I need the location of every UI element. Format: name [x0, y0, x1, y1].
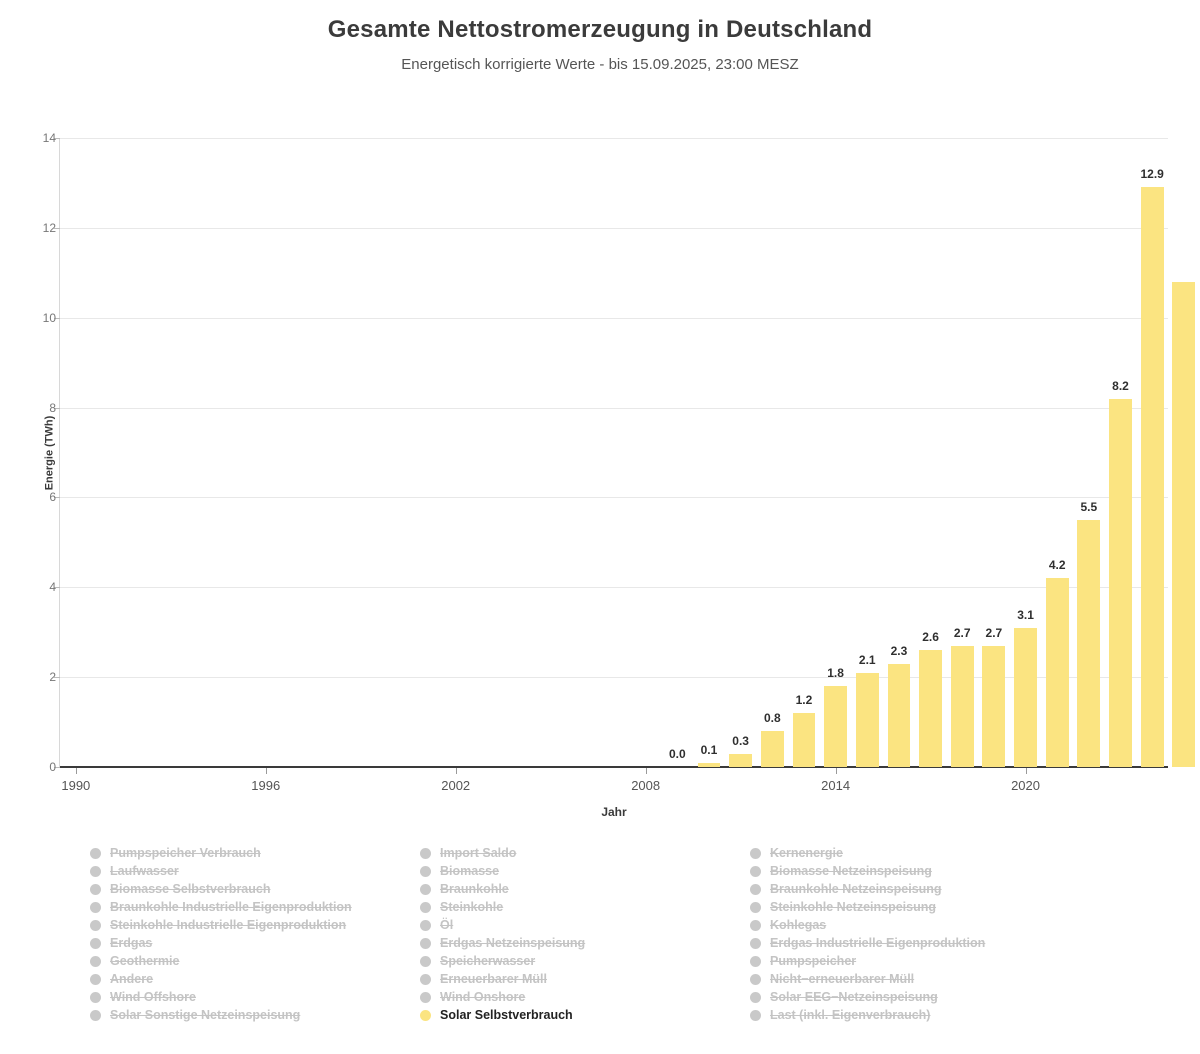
bar[interactable] [951, 646, 974, 767]
legend-marker-icon [750, 848, 761, 859]
legend-item-label: Import Saldo [440, 846, 517, 860]
gridline [60, 587, 1168, 588]
legend-item[interactable] [90, 952, 420, 970]
legend-item-label: Biomasse [440, 864, 500, 878]
legend-item-label: Biomasse Netzeinspeisung [770, 864, 932, 878]
plot-area [42, 131, 1168, 819]
legend-item-label: Pumpspeicher Verbrauch [110, 846, 261, 860]
legend-marker-icon [750, 974, 761, 985]
legend-marker-icon [90, 992, 101, 1003]
legend-marker-icon [90, 848, 101, 859]
gridline [60, 318, 1168, 319]
bar-value-label: 4.2 [1048, 558, 1066, 573]
legend-marker-icon [420, 1010, 431, 1021]
legend-marker-icon [420, 884, 431, 895]
bar-value-label: 2.7 [953, 625, 971, 640]
legend-item-label: Wind Onshore [440, 990, 526, 1004]
y-tick-label: 10 [42, 310, 56, 325]
bar[interactable] [729, 754, 752, 767]
legend-item-label: Steinkohle Netzeinspeisung [770, 900, 937, 914]
legend-item-label: Solar Sonstige Netzeinspeisung [110, 1008, 301, 1022]
bar[interactable] [1014, 628, 1037, 767]
legend-item[interactable] [750, 862, 1080, 880]
legend-item[interactable] [420, 844, 750, 862]
legend-marker-icon [420, 992, 431, 1003]
legend-marker-icon [750, 884, 761, 895]
y-tick-label: 6 [49, 490, 56, 505]
bar[interactable] [1172, 282, 1195, 767]
x-tick-mark [456, 768, 457, 774]
legend-marker-icon [420, 920, 431, 931]
legend-item-label: Steinkohle [440, 900, 504, 914]
legend-item-label: Steinkohle Industrielle Eigenproduktion [110, 918, 347, 932]
legend-item[interactable] [90, 934, 420, 952]
bar[interactable] [1046, 578, 1069, 767]
chart-subtitle: Energetisch korrigierte Werte - bis 15.09.2025, 23:00 MESZ [401, 56, 799, 73]
legend-item[interactable] [90, 844, 420, 862]
bar-value-label: 0.8 [763, 711, 781, 726]
bar-value-label: 3.1 [1017, 607, 1034, 622]
legend-item-label: Erdgas [110, 936, 153, 950]
legend-item-label: Andere [110, 972, 154, 986]
legend-item[interactable] [420, 970, 750, 988]
legend-marker-icon [750, 920, 761, 931]
legend-item[interactable] [90, 862, 420, 880]
legend-marker-icon [750, 902, 761, 913]
bar-value-label: 0.1 [700, 742, 718, 757]
legend-item[interactable] [750, 898, 1080, 916]
legend-marker-icon [750, 866, 761, 877]
bar[interactable] [824, 686, 847, 767]
y-axis-line [59, 138, 60, 767]
x-tick-mark [836, 768, 837, 774]
x-tick-label: 1990 [61, 778, 91, 793]
bar-value-label: 8.2 [1112, 378, 1129, 393]
legend-item[interactable] [420, 1006, 750, 1024]
bar[interactable] [888, 664, 911, 767]
legend-item-label: Solar Selbstverbrauch [440, 1008, 573, 1022]
legend-marker-icon [90, 920, 101, 931]
legend-item[interactable] [420, 988, 750, 1006]
legend-item[interactable] [90, 1006, 420, 1024]
legend-item-label: Erdgas Industrielle Eigenproduktion [770, 936, 986, 950]
legend-item[interactable] [90, 916, 420, 934]
legend-item[interactable] [420, 862, 750, 880]
x-tick-label: 2020 [1011, 778, 1040, 793]
x-tick-mark [646, 768, 647, 774]
legend [90, 844, 1110, 1024]
x-tick-mark [1026, 768, 1027, 774]
legend-item[interactable] [90, 880, 420, 898]
legend-item[interactable] [90, 988, 420, 1006]
legend-item-label: Öl [440, 918, 454, 932]
bar-value-label: 12.9 [1140, 167, 1164, 182]
legend-marker-icon [750, 956, 761, 967]
legend-item-label: Nicht−erneuerbarer Müll [770, 972, 915, 986]
legend-item[interactable] [750, 952, 1080, 970]
legend-item[interactable] [90, 970, 420, 988]
legend-item[interactable] [750, 1006, 1080, 1024]
legend-item[interactable] [750, 844, 1080, 862]
legend-item[interactable] [420, 880, 750, 898]
gridline [60, 138, 1168, 139]
legend-marker-icon [90, 866, 101, 877]
legend-marker-icon [420, 956, 431, 967]
x-tick-label: 2014 [821, 778, 851, 793]
bar-value-label: 2.6 [922, 630, 939, 645]
bar[interactable] [856, 673, 879, 767]
x-tick-mark [266, 768, 267, 774]
x-tick-label: 1996 [251, 778, 281, 793]
bar-value-label: 2.7 [985, 625, 1003, 640]
legend-marker-icon [90, 938, 101, 949]
bar[interactable] [919, 650, 942, 767]
gridline [60, 228, 1168, 229]
legend-marker-icon [90, 974, 101, 985]
bar[interactable] [1077, 520, 1100, 767]
legend-item-label: Kohlegas [770, 918, 827, 932]
legend-item[interactable] [750, 880, 1080, 898]
legend-column [750, 844, 1080, 1024]
y-tick-label: 12 [42, 220, 56, 235]
x-tick-mark [76, 768, 77, 774]
x-axis-label: Jahr [601, 805, 627, 819]
bar-value-label: 1.2 [795, 693, 813, 708]
y-axis-label: Energie (TWh) [43, 415, 56, 490]
legend-item-label: Last (inkl. Eigenverbrauch) [770, 1008, 931, 1022]
legend-marker-icon [750, 938, 761, 949]
y-tick-label: 14 [42, 131, 56, 145]
bar-value-label: 0.3 [732, 733, 749, 748]
legend-marker-icon [90, 902, 101, 913]
legend-marker-icon [420, 902, 431, 913]
legend-item-label: Braunkohle [440, 882, 509, 896]
legend-marker-icon [90, 1010, 101, 1021]
legend-marker-icon [420, 974, 431, 985]
bar-value-label: 5.5 [1080, 499, 1098, 514]
legend-marker-icon [750, 992, 761, 1003]
bar[interactable] [761, 731, 784, 767]
y-tick-label: 8 [49, 400, 56, 415]
legend-item-label: Solar EEG−Netzeinspeisung [770, 990, 938, 1004]
y-tick-label: 2 [49, 670, 56, 685]
bar[interactable] [698, 763, 721, 767]
legend-item-label: Braunkohle Industrielle Eigenproduktion [110, 900, 352, 914]
legend-item[interactable] [90, 898, 420, 916]
x-tick-label: 2002 [441, 778, 471, 793]
bar[interactable] [1141, 187, 1164, 767]
legend-item[interactable] [420, 952, 750, 970]
bar-value-label: 2.1 [858, 652, 876, 667]
legend-marker-icon [420, 938, 431, 949]
legend-item[interactable] [420, 898, 750, 916]
legend-item-label: Erneuerbarer Müll [440, 972, 547, 986]
bar[interactable] [793, 713, 816, 767]
x-tick-label: 2008 [631, 778, 661, 793]
legend-item-label: Braunkohle Netzeinspeisung [770, 882, 942, 896]
legend-item[interactable] [750, 970, 1080, 988]
bar[interactable] [982, 646, 1005, 767]
legend-marker-icon [750, 1010, 761, 1021]
legend-marker-icon [90, 884, 101, 895]
legend-item-label: Laufwasser [110, 864, 179, 878]
legend-item[interactable] [420, 934, 750, 952]
legend-item[interactable] [750, 916, 1080, 934]
legend-column [90, 844, 420, 1024]
gridline [60, 408, 1168, 409]
legend-item-label: Kernenergie [770, 846, 843, 860]
bar-value-label: 0.0 [668, 747, 686, 761]
legend-item-label: Pumpspeicher [770, 954, 857, 968]
legend-item-label: Speicherwasser [440, 954, 536, 968]
gridline [60, 497, 1168, 498]
legend-item-label: Erdgas Netzeinspeisung [440, 936, 586, 950]
bar-value-label: 2.3 [890, 643, 908, 658]
legend-marker-icon [420, 848, 431, 859]
y-tick-label: 4 [49, 580, 56, 595]
legend-item-label: Wind Offshore [110, 990, 196, 1004]
legend-item[interactable] [750, 988, 1080, 1006]
legend-item-label: Biomasse Selbstverbrauch [110, 882, 271, 896]
bar[interactable] [1109, 399, 1132, 767]
legend-item-label: Geothermie [110, 954, 180, 968]
bar-value-label: 1.8 [827, 666, 844, 681]
legend-column [420, 844, 750, 1024]
legend-marker-icon [90, 956, 101, 967]
legend-item[interactable] [750, 934, 1080, 952]
page-title: Gesamte Nettostromerzeugung in Deutschland [327, 16, 873, 43]
chart-container [0, 116, 1200, 819]
legend-marker-icon [420, 866, 431, 877]
legend-item[interactable] [420, 916, 750, 934]
y-tick-label: 0 [49, 760, 56, 774]
